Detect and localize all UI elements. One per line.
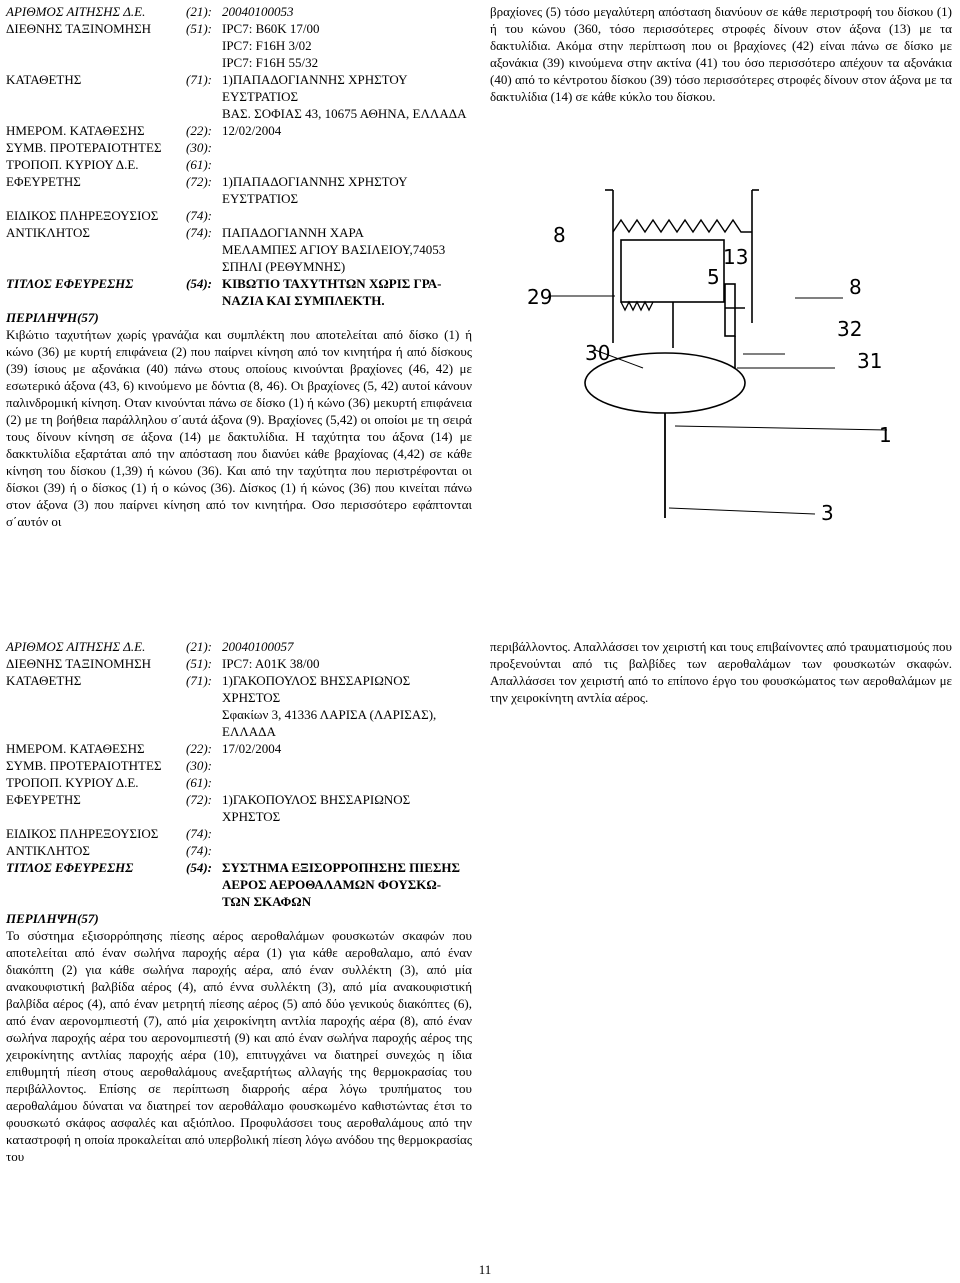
record2-bibliographic xyxy=(6,638,472,1165)
agent-address: ΣΠΗΛΙ (ΡΕΘΥΜΝΗΣ) xyxy=(222,259,346,274)
page-number: 11 xyxy=(478,1262,492,1277)
abstract-heading: ΠΕΡΙΛΗΨΗ(57) xyxy=(6,911,99,926)
figure-label: 1 xyxy=(879,423,892,447)
owner-label: ΤΡΟΠΟΠ. ΚΥΡΙΟΥ Δ.Ε. xyxy=(6,157,139,172)
figure-label: 8 xyxy=(553,223,566,247)
inventor-value: 1)ΠΑΠΑΔΟΓΙΑΝΝΗΣ ΧΡΗΣΤΟΥ xyxy=(222,174,408,189)
app-no-value: 20040100057 xyxy=(222,639,294,654)
applicant-address: Σφακίων 3, 41336 ΛΑΡΙΣΑ (ΛΑΡΙΣΑΣ), xyxy=(222,707,437,722)
date-value: 12/02/2004 xyxy=(222,123,282,138)
abstract-heading: ΠΕΡΙΛΗΨΗ(57) xyxy=(6,310,99,325)
owner-label: ΤΡΟΠΟΠ. ΚΥΡΙΟΥ Δ.Ε. xyxy=(6,775,139,790)
inventor-value: ΕΥΣΤΡΑΤΙΟΣ xyxy=(222,191,299,206)
abstract-text: Το σύστημα εξισορρόπησης πίεσης αέρος αεροθαλάμων φουσκωτών σκαφών που αποτελείται από έναν σωλήνα παροχής αέρα (1) για κάθε αεροθαλαμο, από έναν διακόπτη (2) για κάθε σωλήνα παροχής αέρα, από έναν συλλέκτη (3), από μία ανακουφιστική βαλβίδα αέρος (4), από έννα συλλέκτη (3), από μία ανακουφιστική βαλβίδα αέρος (4), από έναν μετρητή πίεσης αέρος (5) από δύο γενικούς διακόπτες (6), από έναν αερονομπιεστή (7), από μία χειροκίνητη αντλία παροχής αέρα (8), από έναν σωλήνα παροχής αέρα του αερονομπιεστή (9) και από έναν σωλήνα παροχής αέρος της χειροκίνητης αντλίας παροχής αέρα (10), επιτυγχάνει να διατηρεί συνεχώς η ίδια επιθυμητή πίεση στους αεροθαλάμους ανεξαρτήτως αλλαγής της θερμοκρασίας του περιβάλλοντος. Επίσης σε περίπτωση διαρροής αέρα λόγω τρυπήματος του αεροθαλάμου δύναται να διατηρεί τον αεροθάλαμο φουσκωμένο καθιστώντας έτσι το φουσκωτό σκάφος ασφαλές και αξιόπλοο. Προφυλάσσει τους αεροθαλάμους από την καταστροφή η οποία προκαλείται από υπερβολική πίεση λόγω ανόδου της θερμοκρασίας του xyxy=(6,928,472,1164)
applicant-label: ΚΑΤΑΘΕΤΗΣ xyxy=(6,72,82,87)
owner-code: (61): xyxy=(186,775,212,790)
spring-zigzag xyxy=(613,220,752,232)
applicant-address: ΒΑΣ. ΣΟΦΙΑΣ 43, 10675 ΑΘΗΝΑ, ΕΛΛΑΔΑ xyxy=(222,106,467,121)
agent-code: (74): xyxy=(186,843,212,858)
inventor-code: (72): xyxy=(186,174,212,189)
app-no-value: 20040100053 xyxy=(222,4,294,19)
date-label: ΗΜΕΡΟΜ. ΚΑΤΑΘΕΣΗΣ xyxy=(6,741,145,756)
priority-label: ΣΥΜΒ. ΠΡΟΤΕΡΑΙΟΤΗΤΕΣ xyxy=(6,758,162,773)
applicant-value: ΕΥΣΤΡΑΤΙΟΣ xyxy=(222,89,299,104)
title-value: ΣΥΣΤΗΜΑ ΕΞΙΣΟΡΡΟΠΗΣΗΣ ΠΙΕΣΗΣ xyxy=(222,860,461,875)
owner-code: (61): xyxy=(186,157,212,172)
figure-label: 13 xyxy=(723,245,749,269)
agent-address: ΜΕΛΑΜΠΕΣ ΑΓΙΟΥ ΒΑΣΙΛΕΙΟΥ,74053 xyxy=(222,242,446,257)
figure-label: 30 xyxy=(585,341,611,365)
title-value: ΑΕΡΟΣ ΑΕΡΟΘΑΛΑΜΩΝ ΦΟΥΣΚΩ- xyxy=(222,877,442,892)
ipc-label: ΔΙΕΘΝΗΣ ΤΑΞΙΝΟΜΗΣΗ xyxy=(6,656,152,671)
ring-shaft xyxy=(725,284,745,368)
figure-label: 8 xyxy=(849,275,862,299)
figure-label: 32 xyxy=(837,317,863,341)
ipc-value: IPC7: A01K 38/00 xyxy=(222,656,320,671)
inventor-value: 1)ΓΑΚΟΠΟΥΛΟΣ ΒΗΣΣΑΡΙΩΝΟΣ xyxy=(222,792,411,807)
app-no-code: (21): xyxy=(186,639,212,654)
applicant-code: (71): xyxy=(186,673,212,688)
applicant-value: ΧΡΗΣΤΟΣ xyxy=(222,690,281,705)
agent-label: ΑΝΤΙΚΛΗΤΟΣ xyxy=(6,225,90,240)
figure-label: 3 xyxy=(821,501,834,523)
ipc-label: ΔΙΕΘΝΗΣ ΤΑΞΙΝΟΜΗΣΗ xyxy=(6,21,152,36)
title-value: ΤΩΝ ΣΚΑΦΩΝ xyxy=(222,894,312,909)
title-code: (54): xyxy=(186,860,212,875)
attorney-code: (74): xyxy=(186,826,212,841)
patent-drawing xyxy=(525,178,935,523)
date-code: (22): xyxy=(186,123,212,138)
date-label: ΗΜΕΡΟΜ. ΚΑΤΑΘΕΣΗΣ xyxy=(6,123,145,138)
title-code: (54): xyxy=(186,276,212,291)
agent-value: ΠΑΠΑΔΟΓΙΑΝΝΗ ΧΑΡΑ xyxy=(222,225,364,240)
priority-label: ΣΥΜΒ. ΠΡΟΤΕΡΑΙΟΤΗΤΕΣ xyxy=(6,140,162,155)
title-label: ΤΙΤΛΟΣ ΕΦΕΥΡΕΣΗΣ xyxy=(6,860,134,875)
priority-code: (30): xyxy=(186,758,212,773)
app-no-label: ΑΡΙΘΜΟΣ ΑΙΤΗΣΗΣ Δ.Ε. xyxy=(6,4,146,19)
ipc-code: (51): xyxy=(186,21,212,36)
date-code: (22): xyxy=(186,741,212,756)
ipc-value: IPC7: F16H 3/02 xyxy=(222,38,312,53)
inventor-code: (72): xyxy=(186,792,212,807)
ipc-value: IPC7: B60K 17/00 xyxy=(222,21,320,36)
applicant-value: 1)ΓΑΚΟΠΟΥΛΟΣ ΒΗΣΣΑΡΙΩΝΟΣ xyxy=(222,673,411,688)
inventor-label: ΕΦΕΥΡΕΤΗΣ xyxy=(6,174,81,189)
applicant-label: ΚΑΤΑΘΕΤΗΣ xyxy=(6,673,82,688)
inventor-label: ΕΦΕΥΡΕΤΗΣ xyxy=(6,792,81,807)
abstract-text: Κιβώτιο ταχυτήτων χωρίς γρανάζια και συμπλέκτη που αποτελείται από δίσκο (1) ή κώνο (36) με κυρτή επιφάνεια (2) που παίρνει κίνηση από τον κινητήρα ή από δίσκους (39) ίσιους με αξονάκια (40) πάνω στους οποίους κινούνται βραχίονες (46, 42) με εσωτερικό άξονα (43, 6) κινούμενο με δόντια (8, 46). Οι βραχίονες (5, 42) αυτοί κάνουν παλινδρομική κίνηση. Οταν κινούνται πάνω σε δίσκο (1) ή κώνο (36) μεκυρτή επιφάνεια (2) με τη βοήθεια παράλληλου σ΄αυτά άξονα (9). Βραχίονες (5,42) οι οποίοι με τη σειρά τους δίνουν κίνηση σε άξονα (14) με δακτυλίδια. Η ταχύτητα του άξονα (14) με δακκτυλίδια εξαρτάται από την απόσταση που διανύει κάθε βραχίονας (4,42) σε κάθε κίνηση του δίσκου (1,39) ή κώνου (36). Και από την ταχύτητα που περιστρέφονται οι δίσκοι (39) ή ο δίσκος (1) ή ο κώνος (36). Δίσκος (1) ή κώνος (36) που κινείται πάνω στον άξονα (3) που παίρνει κίνηση από τον κινητήρα. Οσο περισσότερο εφάπτονται σ΄αυτόν οι xyxy=(6,327,472,529)
attorney-code: (74): xyxy=(186,208,212,223)
applicant-address: ΕΛΛΑΔΑ xyxy=(222,724,276,739)
title-value: ΝΑΖΙΑ ΚΑΙ ΣΥΜΠΛΕΚΤΗ. xyxy=(222,293,385,308)
record1-abstract-continued: βραχίονες (5) τόσο μεγαλύτερη απόσταση διανύουν σε κάθε περιστροφή του δίσκου (1) ή του κώνου (360, τόσο περισσότερες στροφές δίνουν στον άξονα (13) με τα δακτυλίδια. Ακόμα στην περίπτωση που οι βραχίονες (42) είναι πάνω σε δίσκο με αξονάκια (39) κινούμενα στην ακτίνα (41) του όσο περισσότερο απέχουν τα αξονάκια (40) από το κέντροτου δίσκου (39) τόσο περισσότερες στροφές δίνουν στον άξονα με τα δακτυλίδια (14) σε κάθε κύκλο του δίσκου. xyxy=(490,4,952,104)
figure-label: 29 xyxy=(527,285,553,309)
attorney-label: ΕΙΔΙΚΟΣ ΠΛΗΡΕΞΟΥΣΙΟΣ xyxy=(6,826,159,841)
title-label: ΤΙΤΛΟΣ ΕΦΕΥΡΕΣΗΣ xyxy=(6,276,134,291)
priority-code: (30): xyxy=(186,140,212,155)
ipc-code: (51): xyxy=(186,656,212,671)
figure-label: 31 xyxy=(857,349,883,373)
title-value: ΚΙΒΩΤΙΟ ΤΑΧΥΤΗΤΩΝ ΧΩΡΙΣ ΓΡΑ- xyxy=(222,276,442,291)
app-no-label: ΑΡΙΘΜΟΣ ΑΙΤΗΣΗΣ Δ.Ε. xyxy=(6,639,146,654)
app-no-code: (21): xyxy=(186,4,212,19)
gear-teeth xyxy=(621,302,653,310)
applicant-code: (71): xyxy=(186,72,212,87)
record2-abstract-continued: περιβάλλοντος. Απαλλάσσει τον χειριστή και τους επιβαίνοντες από τραυματισμούς που προξενούνται από τις βαλβίδες των αεροθαλάμων των φουσκωτών σκαφών. Απαλλάσσει τον χειριστή από το επίπονο έργο του φουσκώματος των αεροθαλάμων με την χειροκίνητη αντλία αέρος. xyxy=(490,639,952,705)
attorney-label: ΕΙΔΙΚΟΣ ΠΛΗΡΕΞΟΥΣΙΟΣ xyxy=(6,208,159,223)
record1-bibliographic xyxy=(6,3,472,530)
ipc-value: IPC7: F16H 55/32 xyxy=(222,55,319,70)
agent-code: (74): xyxy=(186,225,212,240)
inventor-value: ΧΡΗΣΤΟΣ xyxy=(222,809,281,824)
figure-label: 5 xyxy=(707,265,720,289)
date-value: 17/02/2004 xyxy=(222,741,282,756)
applicant-value: 1)ΠΑΠΑΔΟΓΙΑΝΝΗΣ ΧΡΗΣΤΟΥ xyxy=(222,72,408,87)
agent-label: ΑΝΤΙΚΛΗΤΟΣ xyxy=(6,843,90,858)
